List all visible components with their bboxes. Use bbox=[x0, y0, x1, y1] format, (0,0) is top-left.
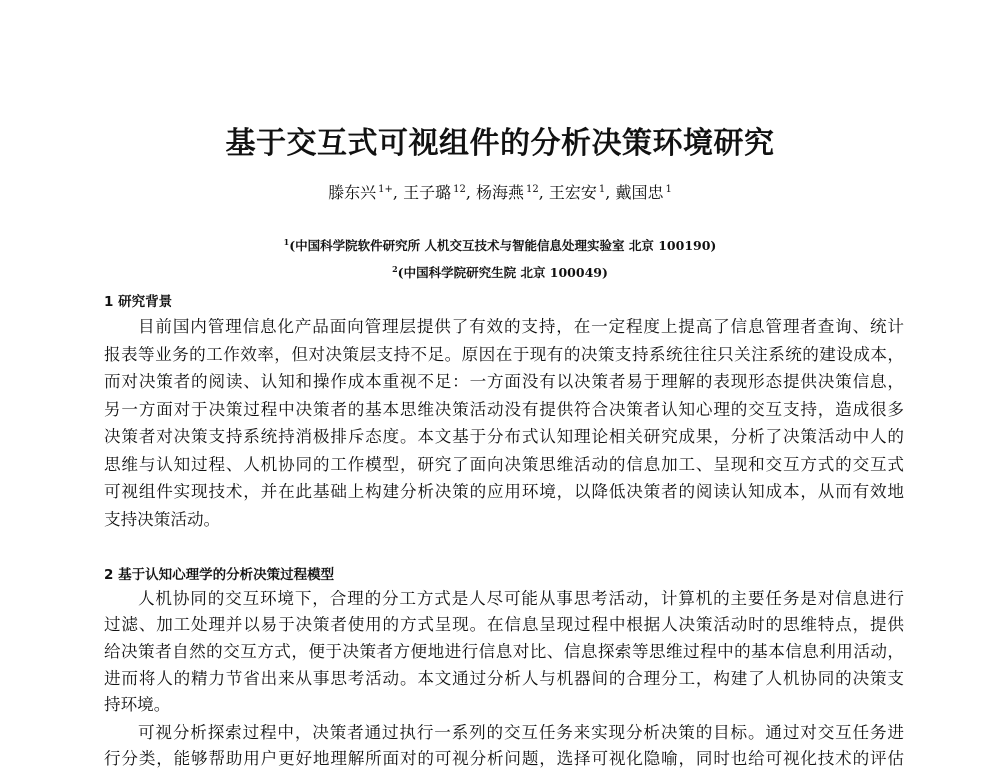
body-line: 行分类，能够帮助用户更好地理解所面对的可视分析问题，选择可视化隐喻，同时也给可视化技术的评估 bbox=[104, 749, 904, 768]
affiliation: $^2$(中国科学院研究生院 北京 100049) bbox=[392, 263, 608, 280]
body-line: 给决策者自然的交互方式，便于决策者方便地进行信息对比、信息探索等思维过程中的基本信息利用活动， bbox=[104, 642, 904, 661]
body-line: 可视分析探索过程中，决策者通过执行一系列的交互任务来实现分析决策的目标。通过对交互任务进 bbox=[138, 723, 904, 742]
body-line: 可视组件实现技术，并在此基础上构建分析决策的应用环境，以降低决策者的阅读认知成本，从而有效地 bbox=[104, 482, 904, 501]
section-heading: 1 研究背景 bbox=[104, 294, 173, 310]
author-list: 滕东兴 $^{1+}$, 王子璐 $^{12}$, 杨海燕 $^{12}$, 王宏安 $^1$, 戴国忠 $^1$ bbox=[328, 183, 672, 202]
author: 王子璐 $^{12}$ bbox=[403, 183, 466, 202]
body-line: 决策者对决策支持系统持消极排斥态度。本文基于分布式认知理论相关研究成果，分析了决策活动中人的 bbox=[104, 427, 904, 446]
affiliation: $^1$(中国科学院软件研究所 人机交互技术与智能信息处理实验室 北京 100190) bbox=[283, 236, 717, 253]
author: 杨海燕 $^{12}$ bbox=[475, 183, 539, 202]
author: 王宏安 $^1$ bbox=[548, 183, 606, 202]
section-heading: 2 基于认知心理学的分析决策过程模型 bbox=[104, 567, 335, 583]
body-line: 另一方面对于决策过程中决策者的基本思维决策活动没有提供符合决策者认知心理的交互支持，造成很多 bbox=[104, 400, 904, 419]
paper-title: 基于交互式可视组件的分析决策环境研究 bbox=[225, 126, 775, 161]
body-line: 持环境。 bbox=[104, 695, 171, 714]
body-line: 目前国内管理信息化产品面向管理层提供了有效的支持，在一定程度上提高了信息管理者查询、统计 bbox=[138, 317, 904, 336]
author: 滕东兴 $^{1+}$ bbox=[328, 183, 393, 202]
body-line: 报表等业务的工作效率，但对决策层支持不足。原因在于现有的决策支持系统往往只关注系统的建设成本， bbox=[104, 345, 904, 364]
author: 戴国忠 $^1$ bbox=[615, 183, 672, 202]
body-line: 而对决策者的阅读、认知和操作成本重视不足：一方面没有以决策者易于理解的表现形态提供决策信息， bbox=[104, 372, 904, 391]
body-line: 思维与认知过程、人机协同的工作模型，研究了面向决策思维活动的信息加工、呈现和交互方式的交互式 bbox=[104, 455, 904, 474]
body-line: 支持决策活动。 bbox=[104, 510, 221, 529]
body-line: 人机协同的交互环境下，合理的分工方式是人尽可能从事思考活动，计算机的主要任务是对信息进行 bbox=[138, 589, 904, 608]
body-line: 进而将人的精力节省出来从事思考活动。本文通过分析人与机器间的合理分工，构建了人机协同的决策支 bbox=[104, 669, 904, 688]
body-line: 过滤、加工处理并以易于决策者使用的方式呈现。在信息呈现过程中根据人决策活动时的思维特点，提供 bbox=[104, 615, 904, 634]
